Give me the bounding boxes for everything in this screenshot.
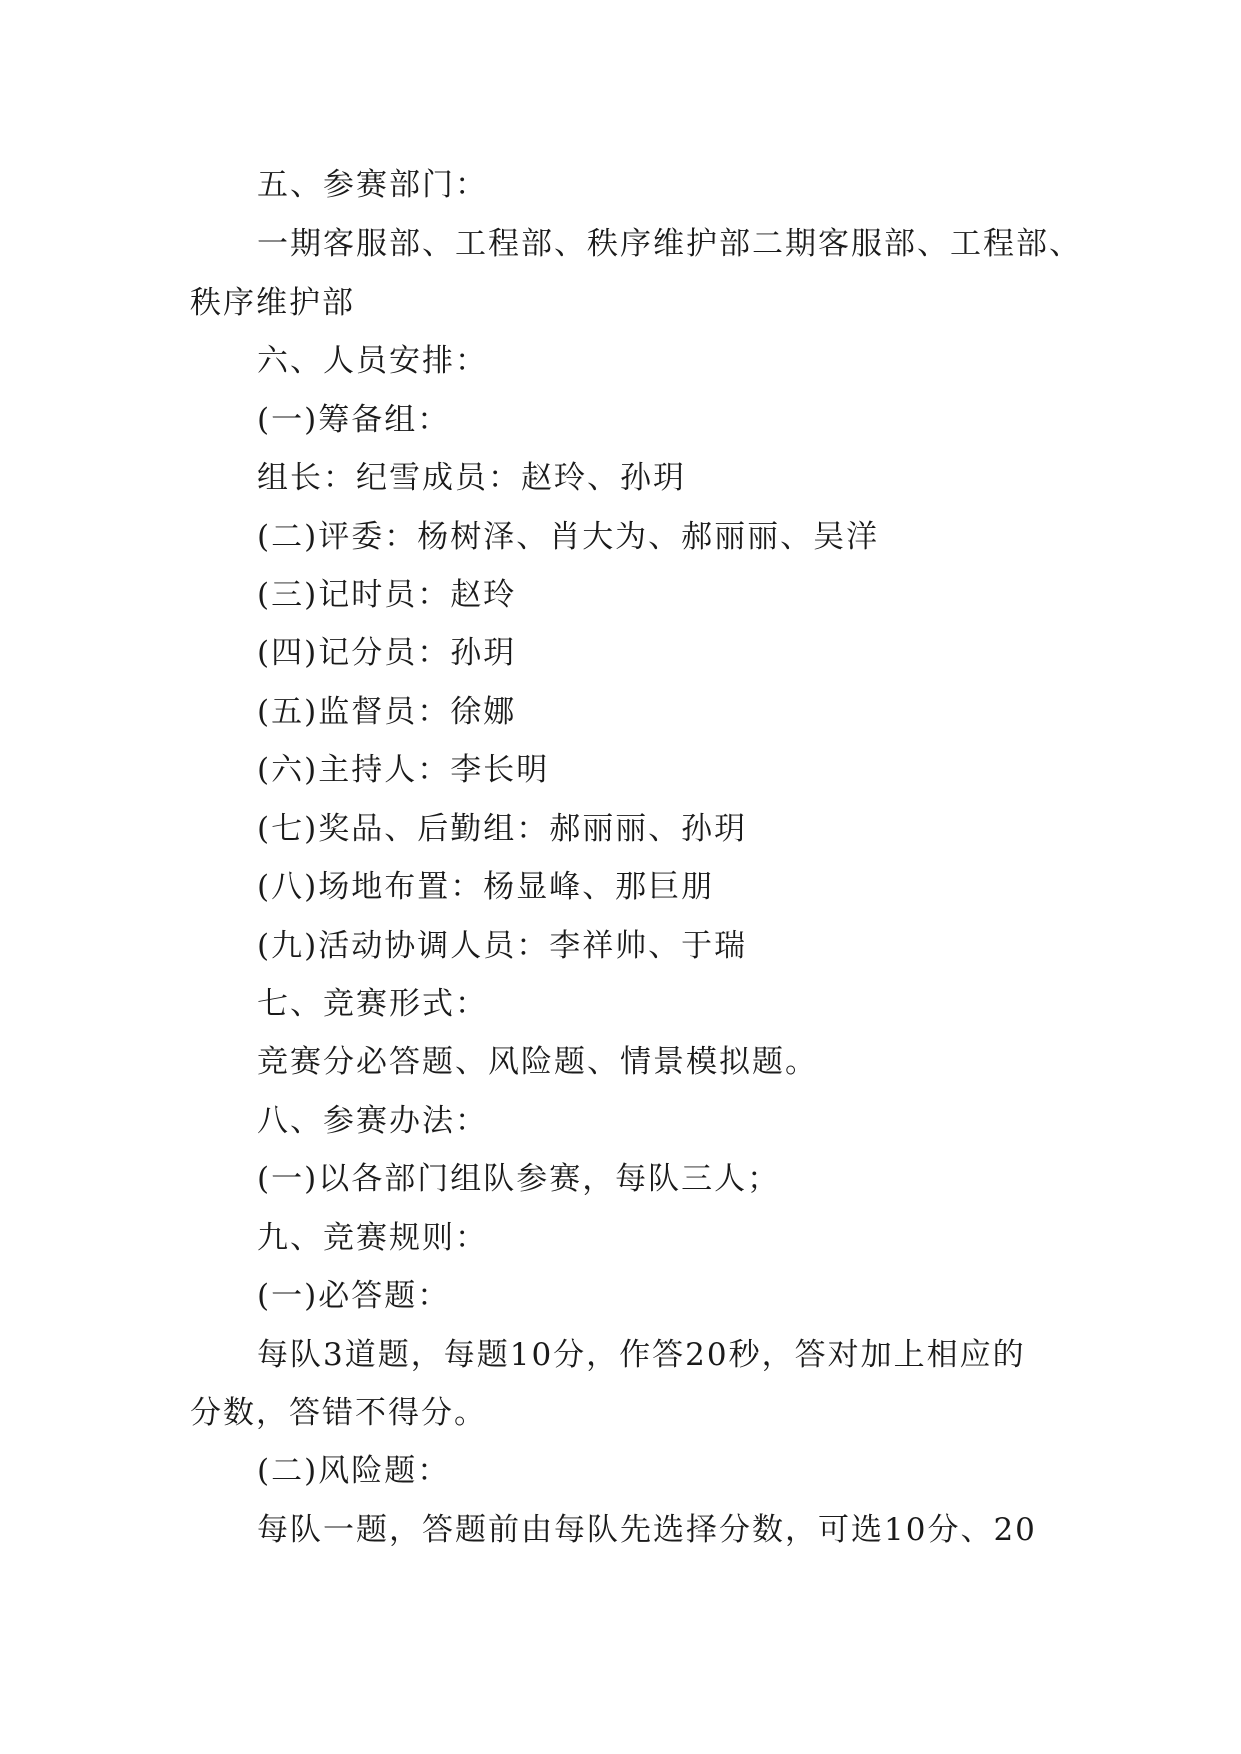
list-item: 组长：纪雪成员：赵玲、孙玥: [257, 460, 686, 496]
list-item: (六)主持人：李长明: [257, 752, 550, 788]
list-item: (一)以各部门组队参赛，每队三人；: [257, 1161, 781, 1197]
paragraph-line: 每队3道题，每题10分，作答20秒，答对加上相应的: [257, 1337, 1026, 1373]
list-item: (二)评委：杨树泽、肖大为、郝丽丽、吴洋: [257, 519, 880, 555]
paragraph-line: 每队一题，答题前由每队先选择分数，可选10分、20: [257, 1512, 1037, 1548]
section-heading-staff-arrangement: 六、人员安排：: [257, 343, 488, 379]
list-item: (八)场地布置：杨显峰、那巨朋: [257, 869, 715, 905]
section-heading-competition-rules: 九、竞赛规则：: [257, 1220, 488, 1256]
list-item: (五)监督员：徐娜: [257, 694, 517, 730]
section-heading-competition-format: 七、竞赛形式：: [257, 986, 488, 1022]
paragraph-line: 竞赛分必答题、风险题、情景模拟题。: [257, 1044, 818, 1080]
paragraph-line: 分数，答错不得分。: [190, 1395, 487, 1431]
list-item: (九)活动协调人员：李祥帅、于瑞: [257, 928, 748, 964]
section-heading-participating-departments: 五、参赛部门：: [257, 167, 488, 203]
paragraph-line: 一期客服部、工程部、秩序维护部二期客服部、工程部、: [257, 226, 1082, 262]
section-heading-participation-method: 八、参赛办法：: [257, 1103, 488, 1139]
paragraph-line: 秩序维护部: [190, 285, 355, 321]
list-item: (一)必答题：: [257, 1278, 451, 1314]
list-item: (四)记分员：孙玥: [257, 635, 517, 671]
list-item: (三)记时员：赵玲: [257, 577, 517, 613]
list-item: (二)风险题：: [257, 1453, 451, 1489]
list-item: (一)筹备组：: [257, 402, 451, 438]
list-item: (七)奖品、后勤组：郝丽丽、孙玥: [257, 811, 748, 847]
